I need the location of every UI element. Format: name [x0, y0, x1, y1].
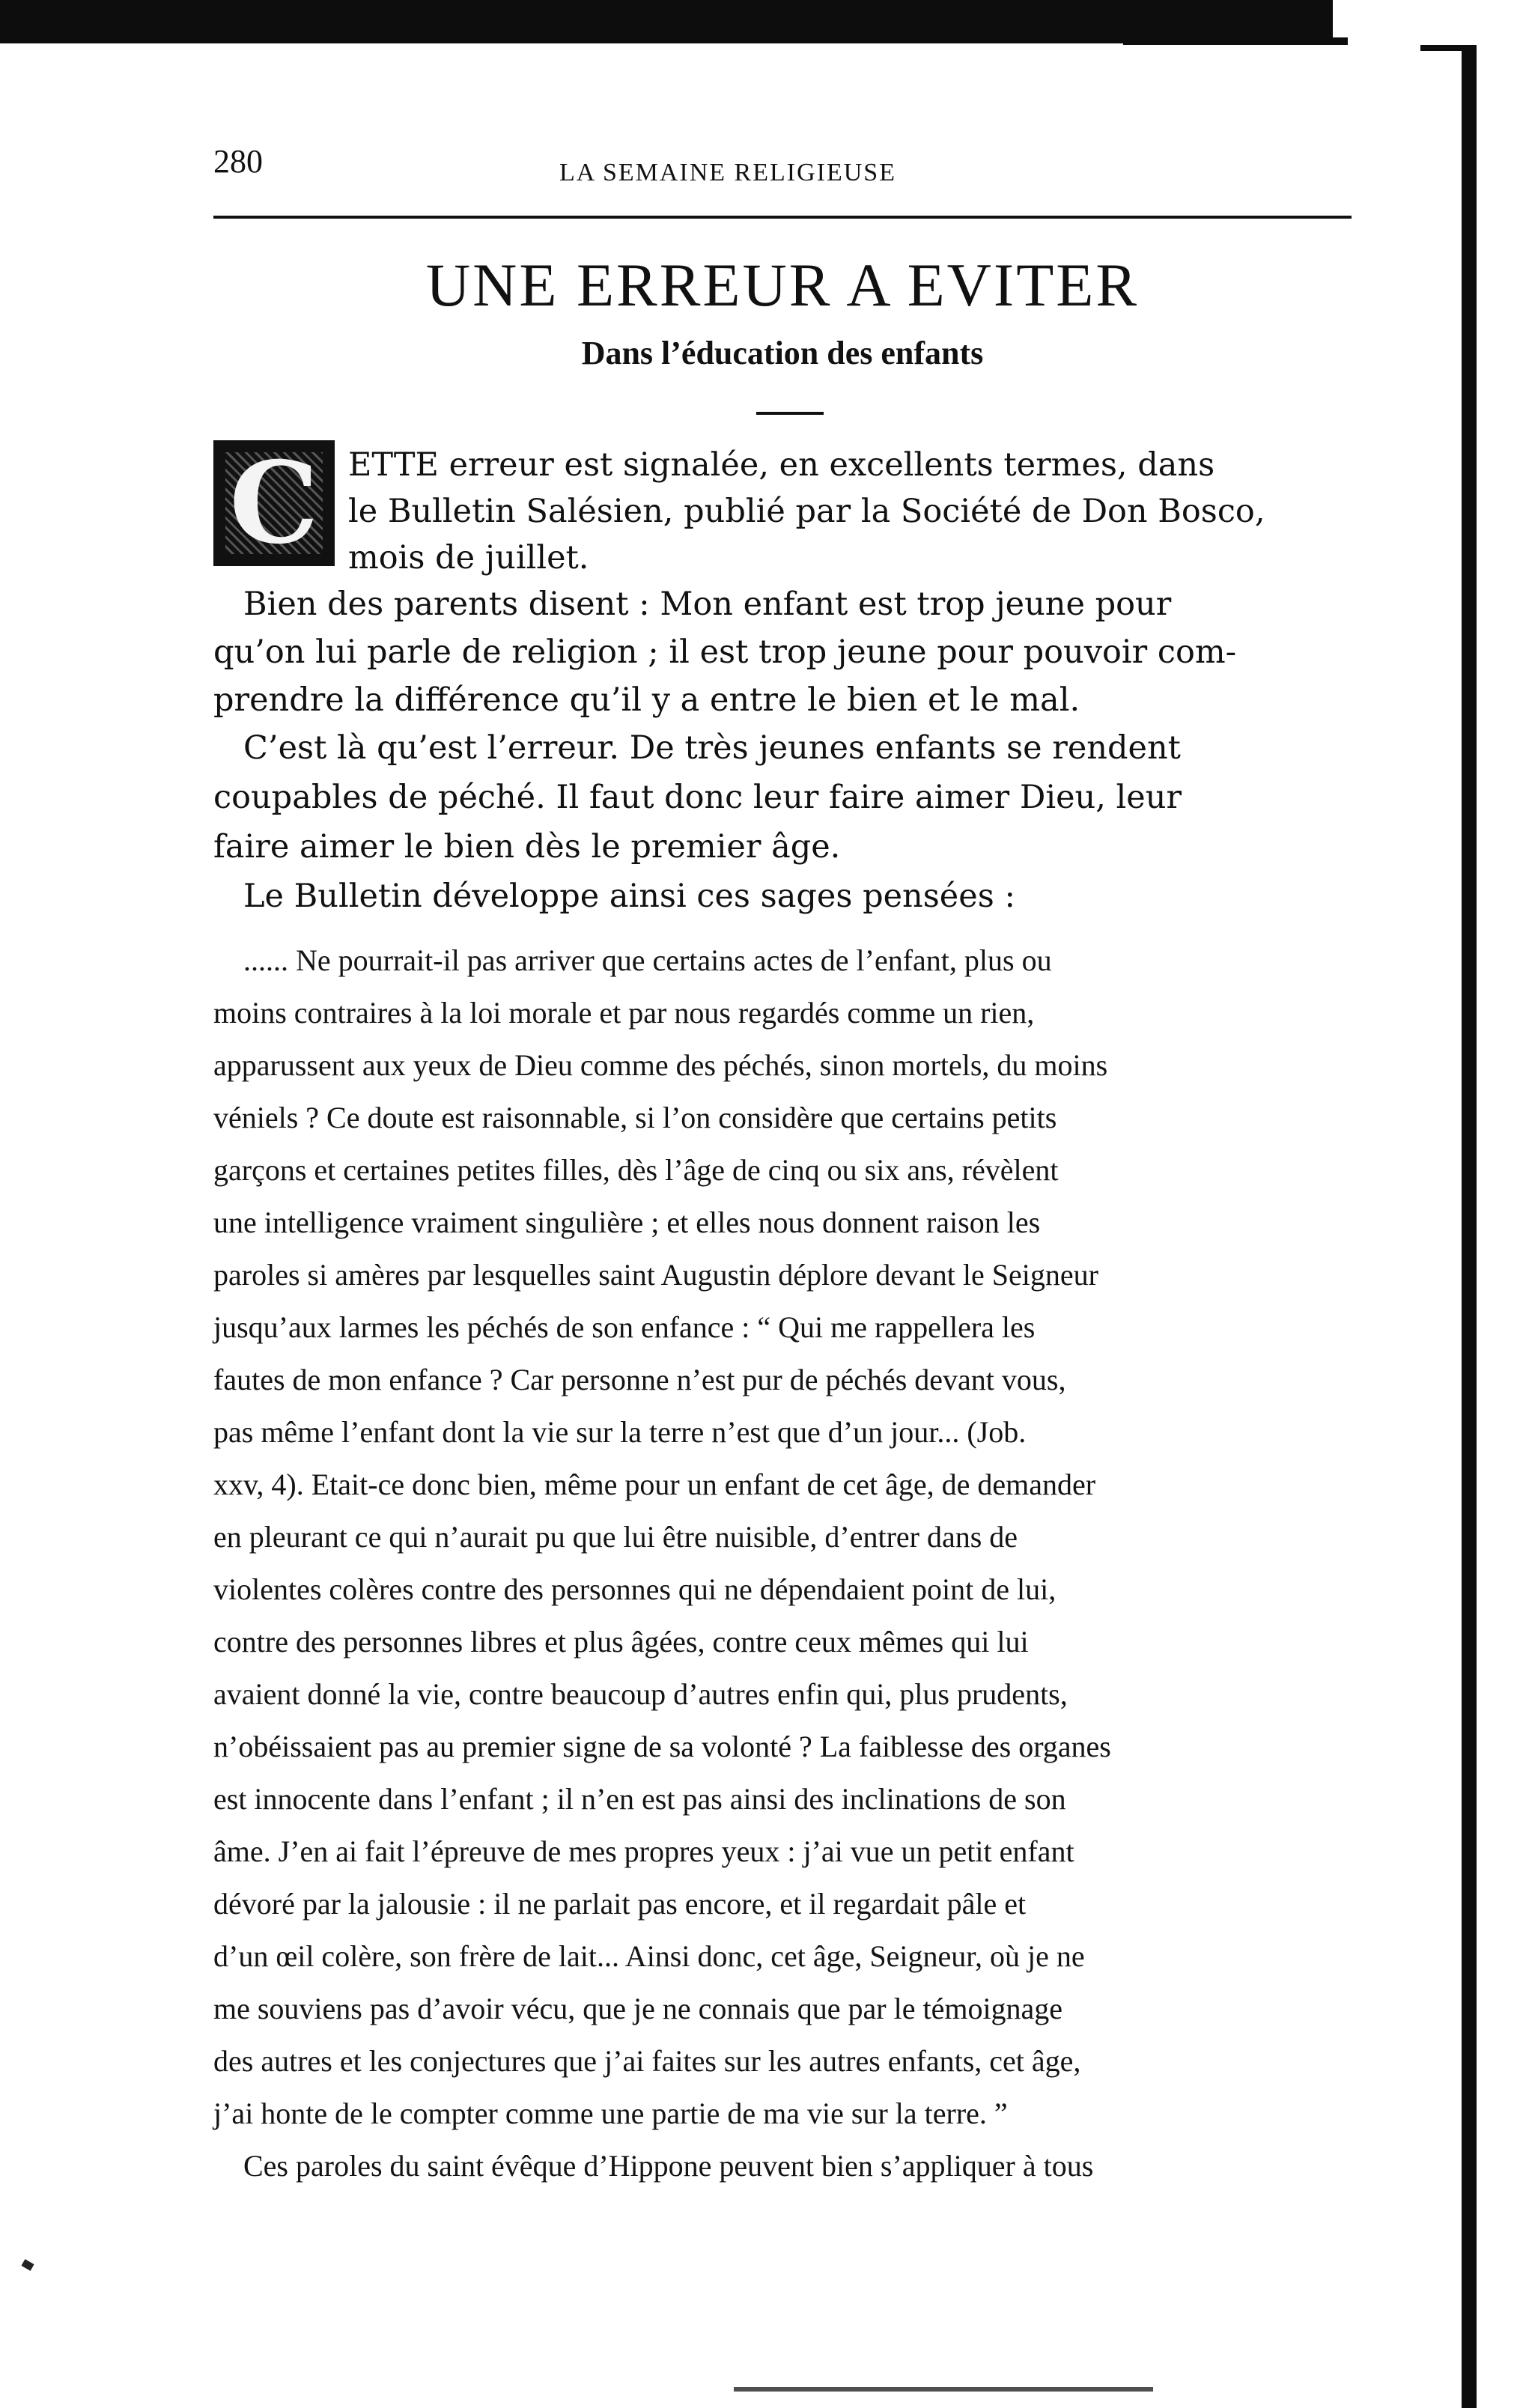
- quote-line-14: contre des personnes libres et plus âgées, contre ceux mêmes qui lui: [213, 1625, 1029, 1658]
- quote-line-7: paroles si amères par lesquelles saint Augustin déplore devant le Seigneur: [213, 1258, 1098, 1292]
- quote-line-3: apparussent aux yeux de Dieu comme des péchés, sinon mortels, du moins: [213, 1048, 1108, 1082]
- quote-line-17: est innocente dans l’enfant ; il n’en est pas ainsi des inclinations de son: [213, 1782, 1066, 1816]
- page-number: 280: [213, 143, 263, 180]
- scan-bottom-mark: [734, 2387, 1153, 2392]
- quote-line-24: Ces paroles du saint évêque d’Hippone peuvent bien s’appliquer à tous: [243, 2149, 1094, 2183]
- quote-line-23: j’ai honte de le compter comme une partie de ma vie sur la terre. ”: [213, 2097, 1008, 2130]
- quote-line-16: n’obéissaient pas au premier signe de sa volonté ? La faiblesse des organes: [213, 1730, 1111, 1763]
- quote-line-1: ...... Ne pourrait-il pas arriver que certains actes de l’enfant, plus ou: [243, 943, 1052, 977]
- quote-line-19: dévoré par la jalousie : il ne parlait pas encore, et il regardait pâle et: [213, 1887, 1027, 1921]
- dropcap-letter: C: [229, 440, 319, 566]
- page: [213, 112, 1352, 2183]
- quote-line-20: d’un œil colère, son frère de lait... Ainsi donc, cet âge, Seigneur, où je ne: [213, 1939, 1085, 1973]
- quote-line-4: véniels ? Ce doute est raisonnable, si l’on considère que certains petits: [213, 1101, 1057, 1134]
- quote-line-21: me souviens pas d’avoir vécu, que je ne connais que par le témoignage: [213, 1992, 1063, 2025]
- p2-line-1: Bien des parents disent : Mon enfant est trop jeune pour: [243, 586, 1172, 623]
- p2-line-2: qu’on lui parle de religion ; il est trop jeune pour pouvoir com-: [213, 633, 1237, 671]
- intro-line-2: le Bulletin Salésien, publié par la Société de Don Bosco,: [348, 493, 1265, 530]
- intro-line-1: ETTE erreur est signalée, en excellents termes, dans: [348, 446, 1215, 484]
- dropcap-ornament: [213, 440, 335, 566]
- quote-line-13: violentes colères contre des personnes qui ne dépendaient point de lui,: [213, 1572, 1057, 1606]
- quote-line-11: xxv, 4). Etait-ce donc bien, même pour un enfant de cet âge, de demander: [213, 1468, 1096, 1501]
- scan-top-border: [0, 0, 1333, 43]
- title-rule: [756, 412, 824, 415]
- scan-left-mark: [21, 2259, 34, 2271]
- quote-line-8: jusqu’aux larmes les péchés de son enfance : “ Qui me rappellera les: [213, 1310, 1036, 1344]
- article-subtitle: Dans l’éducation des enfants: [581, 335, 984, 371]
- scan-right-border: [1462, 45, 1477, 2408]
- p3-line-2: coupables de péché. Il faut donc leur faire aimer Dieu, leur: [213, 779, 1182, 816]
- p3-line-1: C’est là qu’est l’erreur. De très jeunes enfants se rendent: [243, 729, 1181, 767]
- quote-line-6: une intelligence vraiment singulière ; et elles nous donnent raison les: [213, 1205, 1041, 1239]
- quote-line-15: avaient donné la vie, contre beaucoup d’autres enfin qui, plus prudents,: [213, 1677, 1068, 1711]
- quote-line-18: âme. J’en ai fait l’épreuve de mes propres yeux : j’ai vue un petit enfant: [213, 1834, 1074, 1868]
- quote-line-5: garçons et certaines petites filles, dès l’âge de cinq ou six ans, révèlent: [213, 1153, 1059, 1187]
- p2-line-3: prendre la différence qu’il y a entre le bien et le mal.: [213, 681, 1080, 719]
- quote-line-22: des autres et les conjectures que j’ai faites sur les autres enfants, cet âge,: [213, 2044, 1081, 2078]
- quote-line-9: fautes de mon enfance ? Car personne n’est pur de péchés devant vous,: [213, 1363, 1066, 1396]
- running-head: [213, 112, 1352, 186]
- intro-line-3: mois de juillet.: [348, 539, 589, 577]
- header-rule: [213, 216, 1352, 219]
- article-title: UNE ERREUR A EVITER: [425, 251, 1140, 319]
- quote-line-10: pas même l’enfant dont la vie sur la terre n’est que d’un jour... (Job.: [213, 1415, 1027, 1449]
- quote-line-12: en pleurant ce qui n’aurait pu que lui être nuisible, d’entrer dans de: [213, 1520, 1018, 1554]
- p4-line-1: Le Bulletin développe ainsi ces sages pensées :: [243, 878, 1015, 915]
- running-title: LA SEMAINE RELIGIEUSE: [559, 159, 896, 186]
- quote-line-2: moins contraires à la loi morale et par nous regardés comme un rien,: [213, 996, 1035, 1030]
- p3-line-3: faire aimer le bien dès le premier âge.: [213, 828, 841, 866]
